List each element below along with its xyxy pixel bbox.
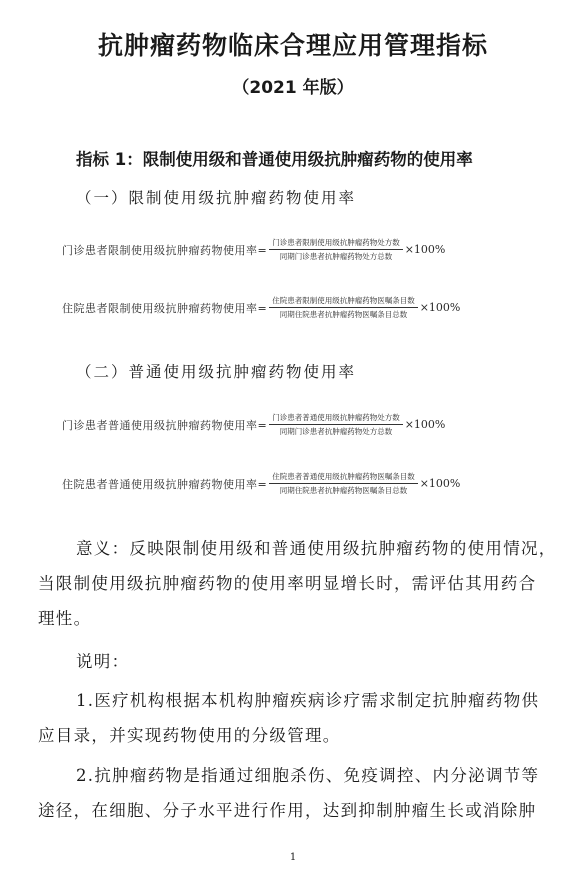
note-1-line: 应目录，并实现药物使用的分级管理。 <box>38 726 341 745</box>
formula-fraction <box>269 471 418 496</box>
formula-lhs: 门诊患者限制使用级抗肿瘤药物使用率= <box>62 243 268 257</box>
section-heading-restricted: （一）限制使用级抗肿瘤药物使用率 <box>76 189 357 207</box>
formula-fraction <box>269 295 418 320</box>
formula-multiplier: ×100% <box>404 243 446 256</box>
formula-outpatient-restricted <box>62 237 445 262</box>
document-title: 抗肿瘤药物临床合理应用管理指标 <box>97 31 488 60</box>
formula-lhs: 住院患者普通使用级抗肿瘤药物使用率= <box>62 477 268 491</box>
document-edition: （2021 年版） <box>232 78 354 98</box>
formula-outpatient-general <box>62 412 445 437</box>
note-1-line: 1.医疗机构根据本机构肿瘤疾病诊疗需求制定抗肿瘤药物供 <box>76 691 540 710</box>
formula-denominator: 同期住院患者抗肿瘤药物医嘱条目总数 <box>279 486 408 495</box>
formula-multiplier: ×100% <box>404 418 446 431</box>
significance-line: 理性。 <box>38 609 92 628</box>
indicator-heading: 指标 1：限制使用级和普通使用级抗肿瘤药物的使用率 <box>76 150 473 169</box>
formula-lhs: 住院患者限制使用级抗肿瘤药物使用率= <box>62 301 268 315</box>
formula-inpatient-restricted <box>62 295 460 320</box>
formula-multiplier: ×100% <box>419 301 461 314</box>
formula-numerator: 门诊患者限制使用级抗肿瘤药物处方数 <box>269 237 403 250</box>
formula-numerator: 住院患者普通使用级抗肿瘤药物医嘱条目数 <box>269 471 418 484</box>
notes-label: 说明： <box>76 652 130 671</box>
page-number: 1 <box>289 852 297 863</box>
formula-numerator: 门诊患者普通使用级抗肿瘤药物处方数 <box>269 412 403 425</box>
note-2-line: 2.抗肿瘤药物是指通过细胞杀伤、免疫调控、内分泌调节等 <box>76 766 540 785</box>
significance-line: 当限制使用级抗肿瘤药物的使用率明显增长时，需评估其用药合 <box>38 574 537 593</box>
formula-denominator: 同期门诊患者抗肿瘤药物处方总数 <box>279 252 393 261</box>
formula-denominator: 同期住院患者抗肿瘤药物医嘱条目总数 <box>279 310 408 319</box>
formula-lhs: 门诊患者普通使用级抗肿瘤药物使用率= <box>62 418 268 432</box>
significance-line: 意义：反映限制使用级和普通使用级抗肿瘤药物的使用情况， <box>76 539 557 558</box>
formula-inpatient-general <box>62 471 460 496</box>
formula-numerator: 住院患者限制使用级抗肿瘤药物医嘱条目数 <box>269 295 418 308</box>
formula-fraction <box>269 237 403 262</box>
section-heading-general: （二）普通使用级抗肿瘤药物使用率 <box>76 363 357 381</box>
formula-multiplier: ×100% <box>419 477 461 490</box>
note-2-line: 途径，在细胞、分子水平进行作用，达到抑制肿瘤生长或消除肿 <box>38 801 537 820</box>
formula-denominator: 同期门诊患者抗肿瘤药物处方总数 <box>279 427 393 436</box>
formula-fraction <box>269 412 403 437</box>
